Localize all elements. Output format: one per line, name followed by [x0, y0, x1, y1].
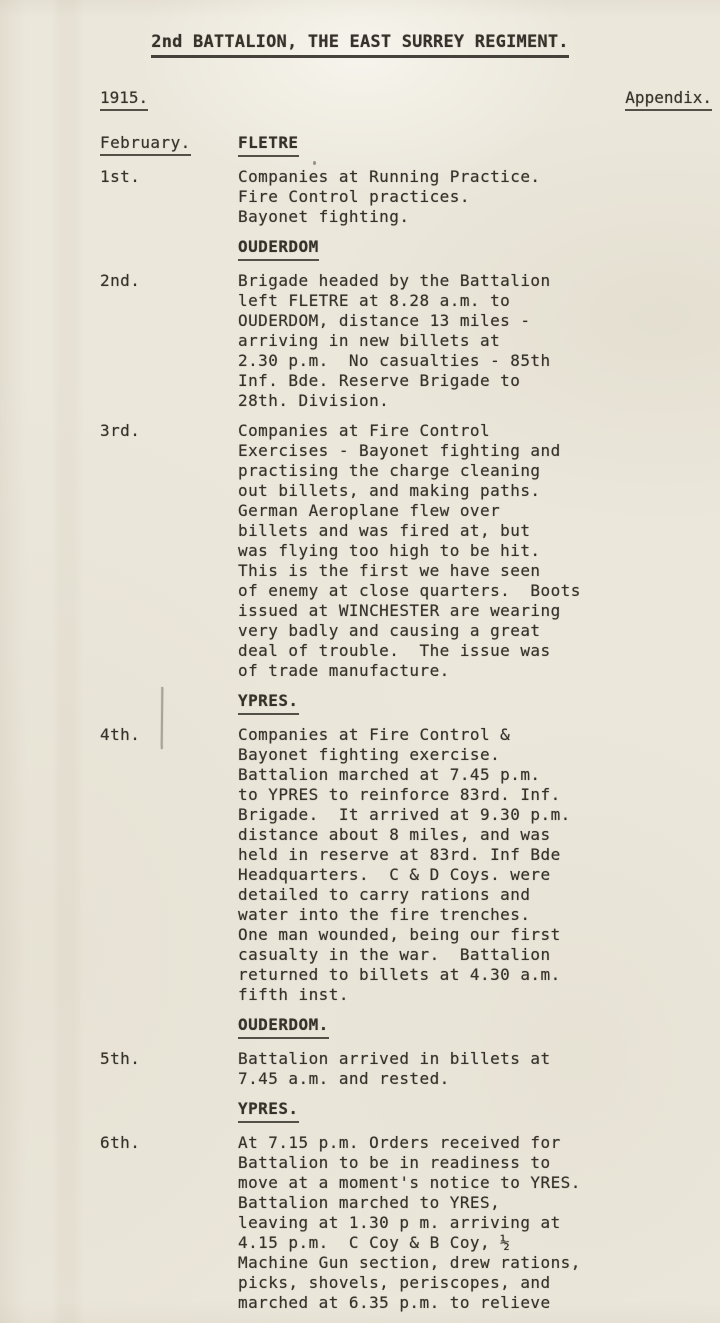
- entry-line: practising the charge cleaning: [238, 461, 541, 480]
- entry-line: of enemy at close quarters. Boots: [238, 581, 581, 600]
- entry-date: 6th.: [100, 1133, 141, 1152]
- entry-line: Companies at Running Practice.: [238, 167, 541, 186]
- ink-speck: [313, 161, 316, 165]
- entry-line: very badly and causing a great: [238, 621, 541, 640]
- heading-row: [0, 691, 720, 715]
- entry-line: water into the fire trenches.: [238, 905, 531, 924]
- entry-line: issued at WINCHESTER are wearing: [238, 601, 561, 620]
- entry-body: [238, 133, 720, 157]
- entry-date: 2nd.: [100, 271, 141, 290]
- date-column: [100, 271, 238, 291]
- entry-body: [238, 237, 720, 261]
- place-heading: YPRES.: [238, 691, 299, 715]
- entry-line: This is the first we have seen: [238, 561, 541, 580]
- entry-line: move at a moment's notice to YRES.: [238, 1173, 581, 1192]
- entry-line: distance about 8 miles, and was: [238, 825, 551, 844]
- date-column: [100, 1133, 238, 1153]
- date-column: [100, 421, 238, 441]
- date-column: [100, 725, 238, 745]
- entry-body: [238, 1099, 720, 1123]
- entry-line: Machine Gun section, drew rations,: [238, 1253, 581, 1272]
- title-row: [0, 32, 720, 58]
- entry-line: fifth inst.: [238, 985, 349, 1004]
- entry-line: out billets, and making paths.: [238, 481, 541, 500]
- entry-line: was flying too high to be hit.: [238, 541, 541, 560]
- month-label: February.: [100, 133, 191, 156]
- diary-entry: [0, 1133, 720, 1313]
- entry-body: [238, 167, 720, 227]
- heading-row: [0, 1015, 720, 1039]
- entry-body: [238, 421, 720, 681]
- entry-line: picks, shovels, periscopes, and: [238, 1273, 551, 1292]
- place-heading: YPRES.: [238, 1099, 299, 1123]
- entry-line: detailed to carry rations and: [238, 885, 531, 904]
- entry-line: deal of trouble. The issue was: [238, 641, 551, 660]
- entry-line: OUDERDOM, distance 13 miles -: [238, 311, 531, 330]
- entry-line: Battalion marched at 7.45 p.m.: [238, 765, 541, 784]
- entry-line: Battalion arrived in billets at: [238, 1049, 551, 1068]
- entry-body: [238, 271, 720, 411]
- diary-entry: [0, 725, 720, 1005]
- entry-line: Bayonet fighting.: [238, 207, 410, 226]
- diary-entry: [0, 421, 720, 681]
- entry-line: leaving at 1.30 p m. arriving at: [238, 1213, 561, 1232]
- entry-date: 3rd.: [100, 421, 141, 440]
- entry-line: 28th. Division.: [238, 391, 390, 410]
- entry-date: 1st.: [100, 167, 141, 186]
- entry-line: held in reserve at 83rd. Inf Bde: [238, 845, 561, 864]
- entry-date: 4th.: [100, 725, 141, 744]
- year-row: [0, 88, 720, 111]
- entry-line: At 7.15 p.m. Orders received for: [238, 1133, 561, 1152]
- entry-body: [238, 691, 720, 715]
- entry-body: [238, 1049, 720, 1089]
- date-column: [100, 133, 238, 153]
- entry-body: [238, 1133, 720, 1313]
- entry-line: Battalion to be in readiness to: [238, 1153, 551, 1172]
- entry-line: One man wounded, being our first: [238, 925, 561, 944]
- entry-line: billets and was fired at, but: [238, 521, 531, 540]
- entry-line: Brigade headed by the Battalion: [238, 271, 551, 290]
- entry-line: Headquarters. C & D Coys. were: [238, 865, 551, 884]
- entry-line: 7.45 a.m. and rested.: [238, 1069, 450, 1088]
- entry-line: Battalion marched to YRES,: [238, 1193, 501, 1212]
- entry-line: marched at 6.35 p.m. to relieve: [238, 1293, 551, 1312]
- entry-line: Exercises - Bayonet fighting and: [238, 441, 561, 460]
- heading-row: [0, 1099, 720, 1123]
- heading-row: [0, 237, 720, 261]
- place-heading: OUDERDOM: [238, 237, 319, 261]
- entry-line: Bayonet fighting exercise.: [238, 745, 501, 764]
- diary-entry: [0, 1049, 720, 1089]
- entry-line: Inf. Bde. Reserve Brigade to: [238, 371, 521, 390]
- entry-line: Companies at Fire Control: [238, 421, 491, 440]
- date-column: [100, 1049, 238, 1069]
- entry-body: [238, 725, 720, 1005]
- diary-entry: [0, 167, 720, 227]
- place-heading: OUDERDOM.: [238, 1015, 329, 1039]
- entry-line: Fire Control practices.: [238, 187, 470, 206]
- diary-entry: [0, 271, 720, 411]
- entry-line: to YPRES to reinforce 83rd. Inf.: [238, 785, 561, 804]
- document-title: 2nd BATTALION, THE EAST SURREY REGIMENT.: [151, 32, 568, 58]
- entry-body: [238, 1015, 720, 1039]
- entry-line: 2.30 p.m. No casualties - 85th: [238, 351, 551, 370]
- entry-line: German Aeroplane flew over: [238, 501, 501, 520]
- place-heading: FLETRE: [238, 133, 299, 157]
- entry-line: casualty in the war. Battalion: [238, 945, 551, 964]
- entry-line: of trade manufacture.: [238, 661, 450, 680]
- heading-row: [0, 133, 720, 157]
- entry-line: Companies at Fire Control &: [238, 725, 511, 744]
- date-column: [100, 167, 238, 187]
- diary-entries: [0, 133, 720, 1313]
- entry-line: returned to billets at 4.30 a.m.: [238, 965, 561, 984]
- entry-line: 4.15 p.m. C Coy & B Coy, ½: [238, 1233, 511, 1252]
- entry-date: 5th.: [100, 1049, 141, 1068]
- appendix-label: Appendix.: [625, 88, 712, 111]
- entry-line: arriving in new billets at: [238, 331, 501, 350]
- entry-line: left FLETRE at 8.28 a.m. to: [238, 291, 511, 310]
- year-label: 1915.: [100, 88, 148, 111]
- entry-line: Brigade. It arrived at 9.30 p.m.: [238, 805, 571, 824]
